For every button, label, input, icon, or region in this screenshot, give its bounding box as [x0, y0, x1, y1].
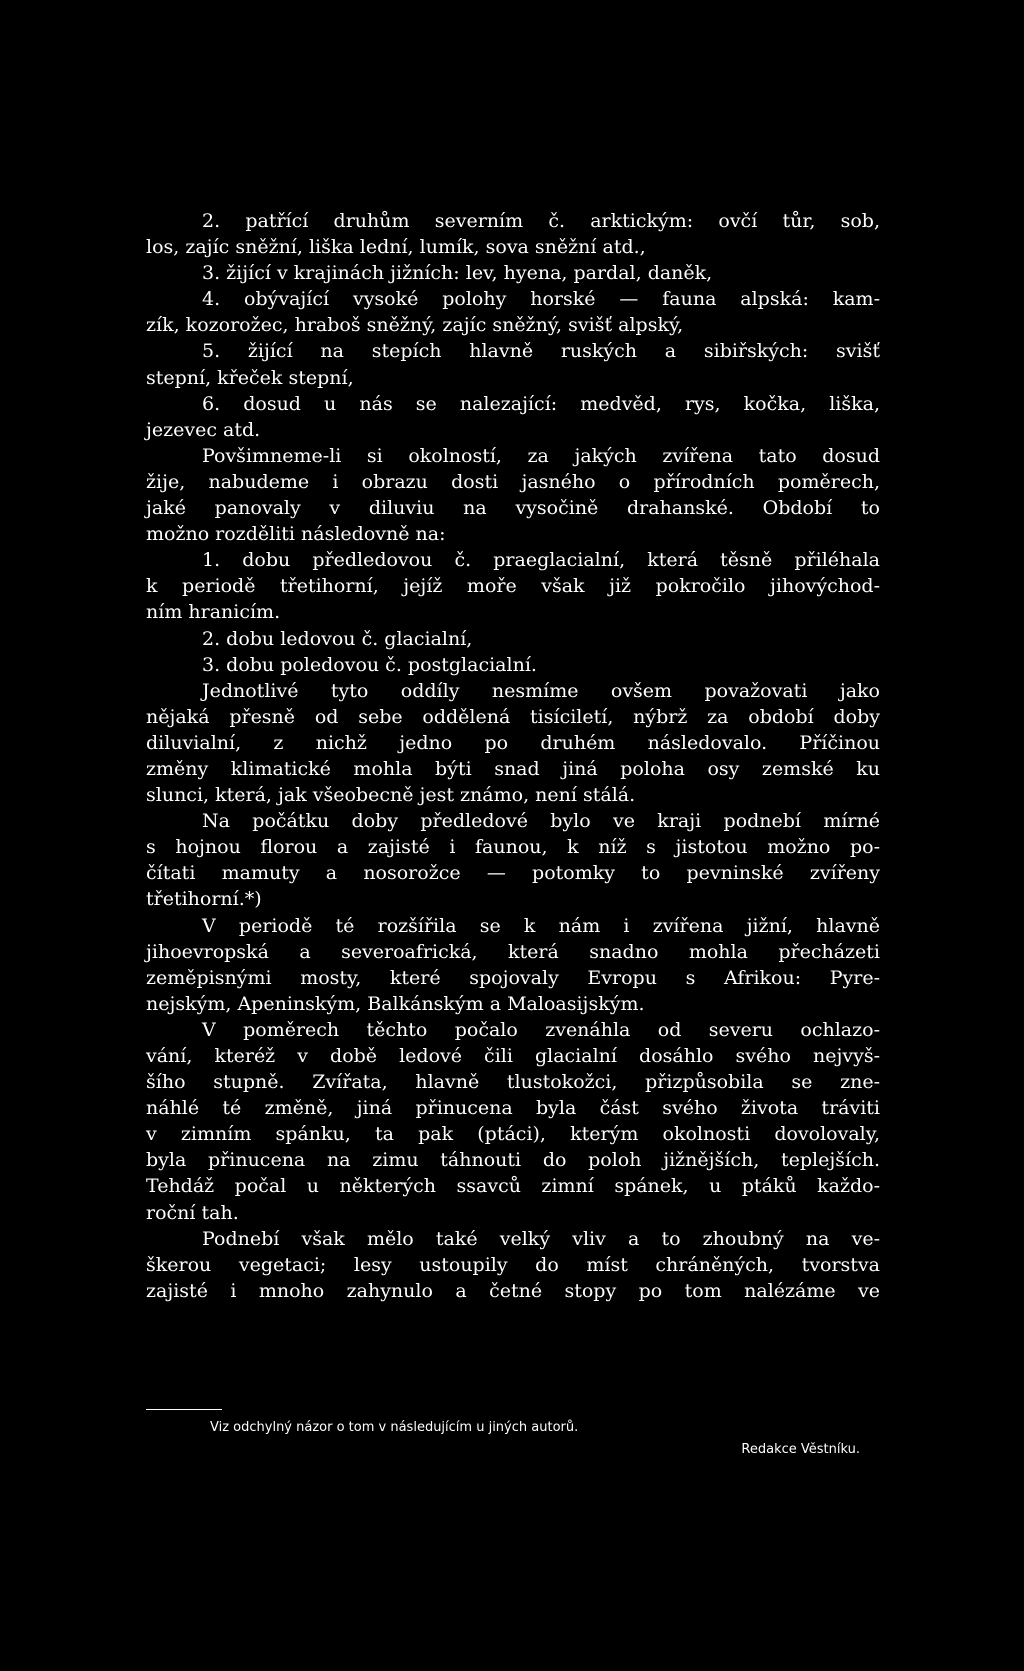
footnote: [210, 1417, 870, 1461]
text-line: V poměrech těchto počalo zvenáhla od severu ochlazo-: [202, 1018, 880, 1041]
text-line: jaké panovaly v diluviu na vysočině drahanské. Období to: [146, 497, 880, 520]
footnote-text: Viz odchylný názor o tom v následujícím u jiných autorů.: [210, 1420, 579, 1435]
text-line: 3. žijící v krajinách jižních: lev, hyena, pardal, daněk,: [202, 262, 713, 285]
text-line: Tehdáž počal u některých ssavců zimní spánek, u ptáků každo-: [146, 1175, 880, 1198]
text-line: 5. žijící na stepích hlavně ruských a sibiřských: svišť: [202, 340, 880, 363]
text-line: jezevec atd.: [146, 418, 261, 441]
text-line: čítati mamuty a nosorožce — potomky to pevninské zvířeny: [146, 862, 880, 885]
text-line: los, zajíc sněžní, liška lední, lumík, sova sněžní atd.,: [146, 236, 646, 259]
text-line: změny klimatické mohla býti snad jiná poloha osy zemské ku: [146, 757, 880, 780]
text-line: 4. obývající vysoké polohy horské — fauna alpská: kam-: [202, 288, 880, 311]
text-line: Na počátku doby předledové bylo ve kraji podnebí mírné: [202, 810, 880, 833]
text-line: nějaká přesně od sebe oddělená tisíciletí, nýbrž za období doby: [146, 705, 880, 728]
body-text: [146, 208, 880, 1304]
text-line: šího stupně. Zvířata, hlavně tlustokožci, přizpůsobila se zne-: [146, 1071, 880, 1094]
text-line: 2. patřící druhům severním č. arktickým: ovčí tůr, sob,: [202, 210, 880, 232]
text-line: 3. dobu poledovou č. postglacialní.: [202, 653, 537, 676]
text-line: v zimním spánku, ta pak (ptáci), kterým okolnosti dovolovaly,: [146, 1123, 880, 1146]
text-line: diluvialní, z nichž jedno po druhém následovalo. Příčinou: [146, 731, 880, 754]
text-line: zík, kozorožec, hraboš sněžný, zajíc sněžný, svišť alpský,: [146, 314, 684, 337]
text-line: třetihorní.*): [146, 888, 262, 911]
text-line: zajisté i mnoho zahynulo a četné stopy po tom nalézáme ve: [146, 1279, 880, 1302]
text-line: 2. dobu ledovou č. glacialní,: [202, 627, 473, 650]
text-line: slunci, která, jak všeobecně jest známo, není stálá.: [146, 784, 636, 807]
text-line: žije, nabudeme i obrazu dosti jasného o přírodních poměrech,: [146, 470, 880, 493]
text-line: s hojnou florou a zajisté i faunou, k níž s jistotou možno po-: [146, 836, 880, 859]
footnote-signature: Redakce Věstníku.: [741, 1442, 860, 1457]
text-line: stepní, křeček stepní,: [146, 366, 354, 389]
text-line: Jednotlivé tyto oddíly nesmíme ovšem považovati jako: [202, 679, 880, 702]
text-line: ním hranicím.: [146, 601, 281, 624]
text-line: 1. dobu předledovou č. praeglacialní, která těsně přiléhala: [202, 549, 880, 572]
text-line: zeměpisnými mosty, které spojovaly Evropu s Afrikou: Pyre-: [146, 966, 880, 989]
text-line: škerou vegetaci; lesy ustoupily do míst chráněných, tvorstva: [146, 1253, 880, 1276]
text-line: 6. dosud u nás se nalezající: medvěd, rys, kočka, liška,: [202, 392, 880, 415]
text-line: jihoevropská a severoafrická, která snadno mohla přecházeti: [146, 940, 880, 963]
text-line: roční tah.: [146, 1201, 239, 1224]
text-line: náhlé té změně, jiná přinucena byla část svého života tráviti: [146, 1097, 880, 1120]
text-line: Povšimneme-li si okolností, za jakých zvířena tato dosud: [202, 444, 880, 467]
text-line: V periodě té rozšířila se k nám i zvířena jižní, hlavně: [202, 914, 880, 937]
text-line: nejským, Apeninským, Balkánským a Maloasijským.: [146, 992, 645, 1015]
text-line: možno rozděliti následovně na:: [146, 523, 446, 546]
text-line: vání, kteréž v době ledové čili glacialní dosáhlo svého nejvyš-: [146, 1045, 880, 1067]
text-line: Podnebí však mělo také velký vliv a to zhoubný na ve-: [202, 1227, 880, 1250]
text-line: byla přinucena na zimu táhnouti do poloh jižnějších, teplejších.: [146, 1149, 880, 1172]
footnote-divider: [146, 1409, 222, 1410]
text-line: k periodě třetihorní, jejíž moře však již pokročilo jihovýchod-: [146, 575, 880, 598]
